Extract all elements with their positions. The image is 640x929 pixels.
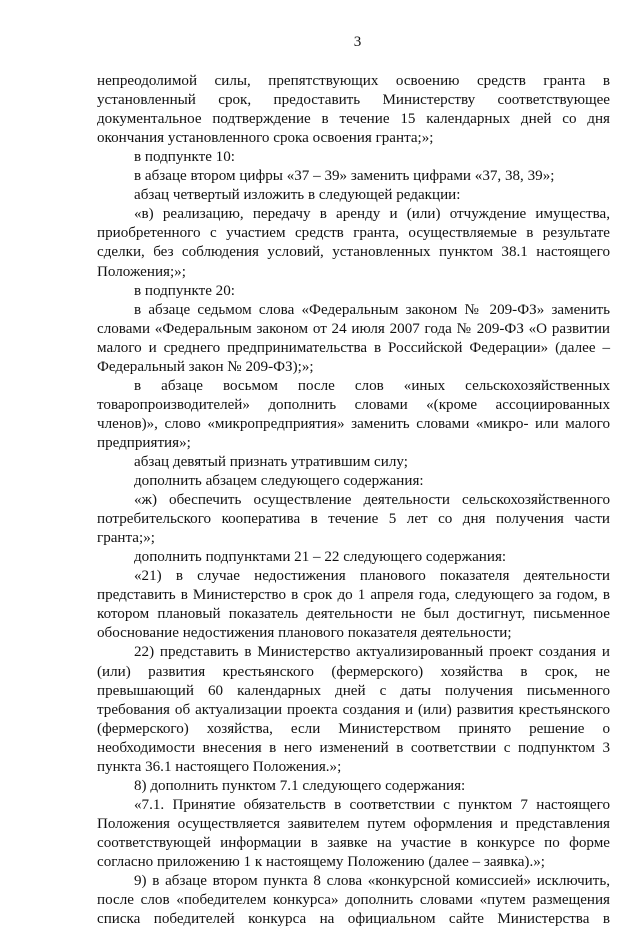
paragraph: непреодолимой силы, препятствующих освоению средств гранта в установленный срок, предоставить Министерству соответствующее документальное подтверждение в течение 15 календарных дней со дня окончания установленного срока освоения гранта;»; bbox=[97, 73, 610, 147]
paragraph: «7.1. Принятие обязательств в соответствии с пунктом 7 настоящего Положения осуществляется заявителем путем оформления и представления соответствующей информации в заявке на участие в конкурсе по форме согласно приложению 1 к настоящему Положению (далее – заявка).»; bbox=[97, 796, 610, 870]
paragraph: 8) дополнить пунктом 7.1 следующего содержания: bbox=[134, 777, 466, 794]
document-body bbox=[97, 72, 610, 929]
paragraph: в абзаце втором цифры «37 – 39» заменить цифрами «37, 38, 39»; bbox=[134, 168, 555, 185]
paragraph: абзац четвертый изложить в следующей редакции: bbox=[134, 187, 461, 204]
paragraph: в подпункте 20: bbox=[134, 282, 235, 299]
paragraph: «ж) обеспечить осуществление деятельности сельскохозяйственного потребительского кооператива в течение 5 лет со дня получения части гранта;»; bbox=[97, 492, 610, 547]
paragraph: в абзаце седьмом слова «Федеральным законом № 209-ФЗ» заменить словами «Федеральным законом от 24 июля 2007 года № 209-ФЗ «О развитии малого и среднего предпринимательства в Российской Федерации» (далее – Федеральный закон № 209-ФЗ);»; bbox=[97, 301, 610, 375]
paragraph: в подпункте 10: bbox=[134, 149, 235, 166]
paragraph: 22) представить в Министерство актуализированный проект создания и (или) развития крестьянского (фермерского) хозяйства в срок, не превышающий 60 календарных дней с даты получения письменного требования об актуализации проекта создания и (или) развития крестьянского (фермерского) хозяйства, если Министерством принято решение о необходимости внесения в него изменений в соответствии с подпунктом 3 пункта 36.1 настоящего Положения.»; bbox=[97, 644, 610, 775]
page-number: 3 bbox=[353, 34, 362, 50]
paragraph: в абзаце восьмом после слов «иных сельскохозяйственных товаропроизводителей» дополнить словами «(кроме ассоциированных членов)», слово «микропредприятия» заменить словами «микро- или малого предприятия»; bbox=[97, 377, 610, 451]
paragraph: «21) в случае недостижения планового показателя деятельности представить в Министерство в срок до 1 апреля года, следующего за годом, в котором плановый показатель деятельности не был достигнут, письменное обоснование недостижения планового показателя деятельности; bbox=[97, 568, 610, 642]
paragraph: дополнить абзацем следующего содержания: bbox=[134, 473, 424, 490]
paragraph: дополнить подпунктами 21 – 22 следующего содержания: bbox=[134, 549, 507, 566]
paragraph: абзац девятый признать утратившим силу; bbox=[134, 453, 408, 470]
paragraph: 9) в абзаце втором пункта 8 слова «конкурсной комиссией» исключить, после слов «победителем конкурса» дополнить словами «путем размещения списка победителей конкурса на официальном сайте Министерства в bbox=[97, 873, 610, 928]
paragraph: «в) реализацию, передачу в аренду и (или) отчуждение имущества, приобретенного с участием средств гранта, осуществляемые в результате сделки, без соблюдения условий, установленных пунктом 38.1 настоящего Положения;»; bbox=[97, 206, 610, 280]
